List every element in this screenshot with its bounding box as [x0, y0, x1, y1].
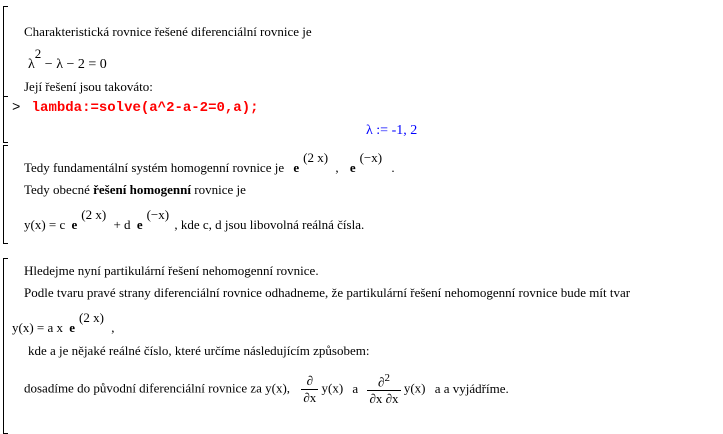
- e-symbol: e: [71, 217, 78, 232]
- substitution-pre: dosadíme do původní diferenciální rovnice za y(x),: [24, 380, 291, 396]
- exponent: 2: [34, 46, 42, 61]
- text-region-bracket-3: [3, 258, 8, 434]
- substitution-post: a a vyjádříme.: [434, 380, 509, 396]
- general-solution-intro: [24, 182, 246, 198]
- text-segment: rovnice je: [191, 182, 246, 197]
- particular-guess-text: Podle tvaru pravé strany diferenciální rovnice odhadneme, že partikulární řešení nehomogenní rovnice bude mít tvar: [24, 285, 631, 300]
- text-region-bracket-1: [3, 6, 8, 97]
- formula-tail: , kde c, d jsou libovolná reálná čísla.: [174, 217, 365, 232]
- formula-lhs: y(x) = a x: [12, 320, 64, 335]
- e-symbol: e: [136, 217, 143, 232]
- char-equation: [28, 46, 107, 73]
- exponent: (2 x): [81, 207, 107, 222]
- fraction-denominator: ∂x ∂x: [369, 391, 399, 407]
- substitution-line: [24, 372, 509, 407]
- equation-rest: − λ − 2 = 0: [41, 57, 107, 72]
- period: .: [391, 160, 395, 175]
- maple-input-line[interactable]: [12, 99, 259, 116]
- first-derivative: [301, 373, 318, 406]
- input-command[interactable]: lambda:=solve(a^2-a-2=0,a);: [31, 100, 259, 116]
- text-segment: Tedy obecné: [24, 182, 94, 197]
- lambda-symbol: λ: [28, 57, 35, 72]
- char-eq-intro-text: Charakteristická rovnice řešené diferenciální rovnice je: [24, 24, 312, 39]
- general-solution-formula: [24, 207, 365, 233]
- exponent: (2 x): [79, 310, 104, 325]
- plus-d: + d: [113, 217, 131, 232]
- partial-symbol: ∂: [378, 374, 385, 390]
- fraction-denominator: ∂x: [303, 390, 317, 406]
- fraction-numerator: [367, 372, 400, 391]
- fraction-numerator: ∂: [301, 373, 318, 390]
- input-prompt: >: [12, 100, 21, 116]
- maple-output: λ := -1, 2: [366, 123, 418, 138]
- execution-group-bracket: [3, 96, 8, 143]
- exponent: 2: [384, 372, 390, 384]
- fundamental-system-line: [24, 150, 395, 176]
- comma: ,: [111, 320, 115, 335]
- particular-intro-text: Hledejme nyní partikulární řešení nehomogenní rovnice.: [24, 263, 319, 278]
- second-derivative: [367, 372, 400, 407]
- e-symbol: e: [349, 160, 356, 175]
- text-region-bracket-2: [3, 145, 8, 244]
- particular-formula: [12, 310, 115, 336]
- e-symbol: e: [293, 160, 300, 175]
- and-word: a: [352, 380, 359, 396]
- exponent: (−x): [359, 150, 383, 165]
- solutions-intro-text: Její řešení jsou takováto:: [24, 79, 153, 94]
- coefficient-text: kde a je nějaké reálné číslo, které určíme následujícím způsobem:: [28, 343, 370, 358]
- derivative-fn: y(x): [403, 380, 426, 396]
- fund-text: Tedy fundamentální systém homogenní rovnice je: [24, 160, 285, 175]
- exponent: (−x): [146, 207, 170, 222]
- comma: ,: [335, 160, 339, 175]
- formula-lhs: y(x) = c: [24, 217, 66, 232]
- bold-text: řešení homogenní: [93, 182, 191, 197]
- derivative-fn: y(x): [321, 380, 344, 396]
- e-symbol: e: [69, 320, 76, 335]
- exponent: (2 x): [303, 150, 329, 165]
